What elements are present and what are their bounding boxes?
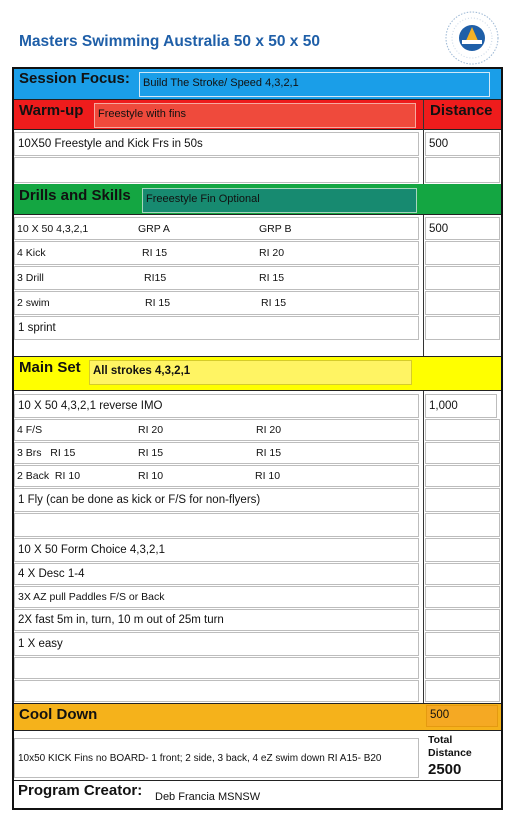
main-distance-blank-5[interactable]: [425, 513, 500, 537]
main-row-1-c3: RI 20: [256, 424, 282, 436]
cool-down-distance[interactable]: 500: [426, 705, 498, 727]
main-row-2-c2: RI 15: [138, 447, 164, 459]
main-row-3-c2: RI 10: [138, 470, 164, 482]
drills-row-2-c2: RI 15: [142, 247, 168, 259]
warmup-blank-row[interactable]: [14, 157, 419, 183]
main-distance-blank-6[interactable]: [425, 538, 500, 562]
main-line-1[interactable]: 10 X 50 4,3,2,1 reverse IMO: [14, 394, 419, 418]
cool-down-label: Cool Down: [19, 706, 98, 723]
main-row-1-c1: 4 F/S: [17, 424, 43, 436]
session-focus-field[interactable]: [139, 72, 490, 97]
session-focus-label: Session Focus:: [19, 70, 130, 87]
main-row-3-c1: 2 Back RI 10: [17, 470, 81, 482]
main-blank-row-2[interactable]: [14, 657, 419, 679]
main-desc-row[interactable]: 4 X Desc 1-4: [14, 563, 419, 585]
drills-distance-blank-3[interactable]: [425, 291, 500, 315]
warmup-field[interactable]: [94, 103, 416, 128]
program-creator-value[interactable]: Deb Francia MSNSW: [155, 791, 261, 803]
drills-row-1-c2: GRP A: [138, 223, 170, 235]
warmup-label: Warm-up: [19, 102, 84, 119]
drills-row-4-c2: RI 15: [145, 297, 171, 309]
main-easy-row[interactable]: 1 X easy: [14, 632, 419, 656]
main-az-row[interactable]: 3X AZ pull Paddles F/S or Back: [14, 586, 419, 608]
main-distance-blank-10[interactable]: [425, 632, 500, 656]
main-distance-blank-2[interactable]: [425, 442, 500, 464]
drills-sprint-row[interactable]: 1 sprint: [14, 316, 419, 340]
main-distance-blank-3[interactable]: [425, 465, 500, 487]
main-distance-blank-1[interactable]: [425, 419, 500, 441]
cool-down-line[interactable]: 10x50 KICK Fins no BOARD- 1 front; 2 side, 3 back, 4 eZ swim down RI A15- B20: [14, 738, 419, 778]
main-row-2-c1: 3 Brs RI 15: [17, 447, 76, 459]
main-distance-blank-8[interactable]: [425, 586, 500, 608]
main-blank-row-3[interactable]: [14, 680, 419, 702]
drills-row-2-c3: RI 20: [259, 247, 285, 259]
drills-row-3-c3: RI 15: [259, 272, 285, 284]
page-title: Masters Swimming Australia 50 x 50 x 50: [19, 33, 320, 50]
main-distance-blank-9[interactable]: [425, 609, 500, 631]
drills-row-2-c1: 4 Kick: [17, 247, 46, 259]
main-distance-blank-7[interactable]: [425, 563, 500, 585]
main-distance-blank-4[interactable]: [425, 488, 500, 512]
warmup-value: Freestyle with fins: [98, 108, 187, 120]
drills-row-2[interactable]: [14, 241, 419, 265]
main-distance-blank-11[interactable]: [425, 657, 500, 679]
creator-divider: [14, 780, 501, 781]
session-focus-value: Build The Stroke/ Speed 4,3,2,1: [143, 77, 299, 89]
main-set-field[interactable]: [89, 360, 412, 385]
main-distance-blank-12[interactable]: [425, 680, 500, 702]
drills-field[interactable]: [142, 188, 417, 213]
main-row-3-c3: RI 10: [255, 470, 281, 482]
drills-row-1-c1: 10 X 50 4,3,2,1: [17, 223, 89, 235]
total-distance-label: Total Distance: [428, 734, 472, 759]
main-form-row[interactable]: 10 X 50 Form Choice 4,3,2,1: [14, 538, 419, 562]
drills-label: Drills and Skills: [19, 187, 131, 204]
main-row-1-c2: RI 20: [138, 424, 164, 436]
distance-header: Distance: [430, 102, 493, 119]
drills-row-4[interactable]: [14, 291, 419, 315]
drills-row-4-c1: 2 swim: [17, 297, 50, 309]
masters-swimming-logo: [444, 10, 500, 66]
total-distance-value: 2500: [428, 761, 462, 778]
warmup-distance[interactable]: 500: [425, 132, 500, 156]
main-blank-row-1[interactable]: [14, 513, 419, 537]
warmup-distance-blank[interactable]: [425, 157, 500, 183]
drills-row-1-c3: GRP B: [259, 223, 292, 235]
main-fast-row[interactable]: 2X fast 5m in, turn, 10 m out of 25m turn: [14, 609, 419, 631]
program-creator-label: Program Creator:: [18, 782, 143, 799]
main-set-value: All strokes 4,3,2,1: [93, 365, 191, 377]
drills-distance-blank-4[interactable]: [425, 316, 500, 340]
drills-row-3-c2: RI15: [144, 272, 167, 284]
main-set-label: Main Set: [19, 359, 81, 376]
drills-value: Freeestyle Fin Optional: [146, 193, 260, 205]
drills-distance[interactable]: 500: [425, 217, 500, 240]
drills-distance-blank-2[interactable]: [425, 266, 500, 290]
drills-row-3-c1: 3 Drill: [17, 272, 44, 284]
main-distance[interactable]: 1,000: [425, 394, 497, 418]
warmup-line[interactable]: 10X50 Freestyle and Kick Frs in 50s: [14, 132, 419, 156]
drills-distance-blank-1[interactable]: [425, 241, 500, 265]
drills-row-3[interactable]: [14, 266, 419, 290]
main-row-2-c3: RI 15: [256, 447, 282, 459]
drills-row-4-c3: RI 15: [261, 297, 287, 309]
main-row-1[interactable]: [14, 419, 419, 441]
main-fly-row[interactable]: 1 Fly (can be done as kick or F/S for non-flyers): [14, 488, 419, 512]
